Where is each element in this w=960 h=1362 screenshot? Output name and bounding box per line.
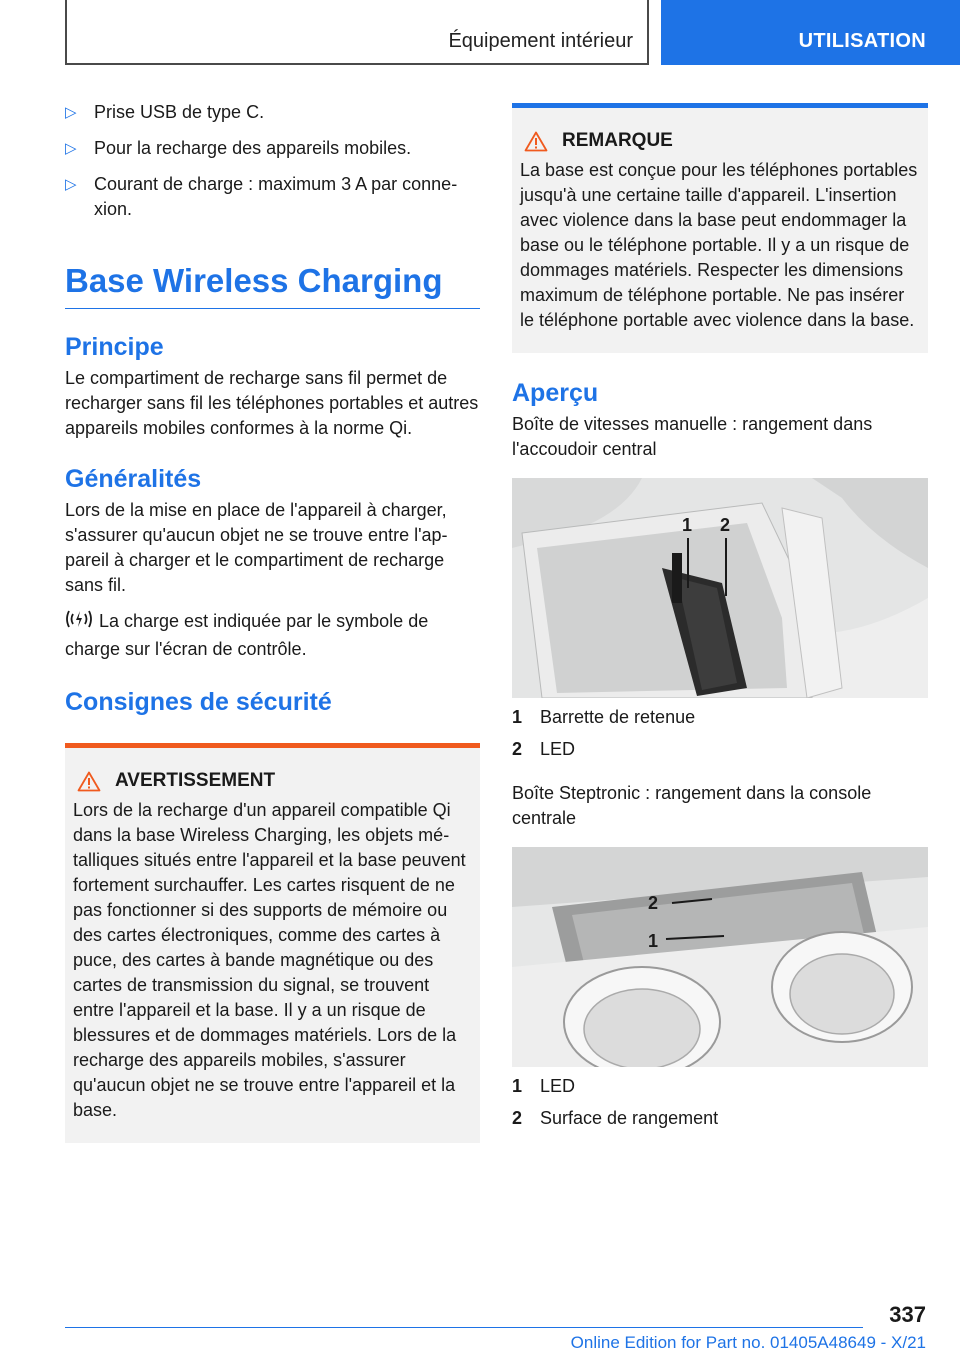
legend-item: 2 LED — [512, 739, 576, 759]
principe-heading: Principe — [65, 333, 164, 361]
usb-bullet-list — [65, 100, 480, 222]
header-section-title: Équipement intérieur — [448, 30, 633, 52]
list-item: ▷ Courant de charge : maximum 3 A par connexion. — [65, 174, 458, 219]
section-title: Base Wireless Charging — [65, 262, 480, 309]
left-column — [65, 100, 480, 1143]
steptronic-text: Boîte Steptronic : rangement dans la console centrale — [512, 783, 872, 828]
figure-callout-1: 1 — [682, 515, 693, 535]
triangle-bullet-icon: ▷ — [65, 104, 77, 121]
securite-heading: Consignes de sécurité — [65, 688, 332, 716]
header-section-tab — [65, 0, 649, 65]
header-chapter-tab — [661, 0, 960, 65]
charge-note: La charge est indiquée par le symbole de charge sur l'écran de contrôle. — [65, 608, 480, 662]
warning-text: Lors de la recharge d'un appareil compatible Qi dans la base Wireless Charging, les objets métalliques situés entre l'appareil et la base peuvent fortement surchauffer. Les cartes risquent de ne pas fonctionner si des supports de mémoire ou des cartes électroniques, comme des cartes à puce, des cartes à bande magnétique ou des cartes de transmission du signal, se trouvent entre l'appareil et la base. Il y a un risque de blessures et de dommages matériels. Lors de la recharge des appareils mobiles, s'assurer qu'aucun objet ne se trouve entre l'appareil et la base. — [73, 800, 466, 1120]
triangle-bullet-icon: ▷ — [65, 176, 77, 193]
manual-gearbox-text: Boîte de vitesses manuelle : rangement dans l'accoudoir central — [512, 414, 873, 459]
note-title: REMARQUE — [520, 130, 920, 152]
legend-item: 1 LED — [512, 1076, 576, 1096]
warning-title: AVERTISSEMENT — [73, 770, 472, 792]
list-item: ▷ Pour la recharge des appareils mobiles. — [65, 136, 480, 161]
apercu-heading: Aperçu — [512, 379, 599, 407]
header-chapter-title: UTILISATION — [798, 30, 926, 52]
triangle-bullet-icon: ▷ — [65, 140, 77, 157]
footer-divider — [65, 1327, 863, 1328]
armrest-storage-image — [512, 478, 928, 698]
figure-callout-1: 1 — [648, 931, 659, 951]
console-storage-image — [512, 847, 928, 1067]
note-box — [512, 103, 928, 353]
figure-callout-2: 2 — [720, 515, 731, 535]
warning-triangle-icon — [524, 131, 548, 152]
generalites-heading: Généralités — [65, 465, 202, 493]
wireless-charging-icon — [65, 608, 93, 637]
warning-triangle-icon — [77, 771, 101, 792]
legend-item: 2 Surface de rangement — [512, 1108, 719, 1128]
note-text: La base est conçue pour les téléphones portables jusqu'à une certaine taille d'appareil. L'insertion avec violence dans la base peut endommager la base ou le téléphone portable. Il y a un risque de dommages matériels. Respecter les dimensions maximum de téléphone portable. Ne pas insérer le téléphone portable avec violence dans la base. — [520, 160, 918, 330]
right-column — [512, 103, 928, 1131]
legend-item: 1 Barrette de retenue — [512, 707, 696, 727]
figure-callout-2: 2 — [648, 893, 659, 913]
warning-box — [65, 743, 480, 1143]
generalites-text: Lors de la mise en place de l'appareil à charger, s'assurer qu'aucun objet ne se trouve entre l'appareil à charger et le compartiment de recharge sans fil. — [65, 500, 448, 595]
list-item: ▷ Prise USB de type C. — [65, 100, 480, 125]
page-number: 337 — [889, 1302, 926, 1327]
footer-edition: Online Edition for Part no. 01405A48649 - X/21 — [570, 1333, 926, 1352]
principe-text: Le compartiment de recharge sans fil permet de recharger sans fil les téléphones portables et autres appareils mobiles conformes à la norme Qi. — [65, 368, 479, 438]
